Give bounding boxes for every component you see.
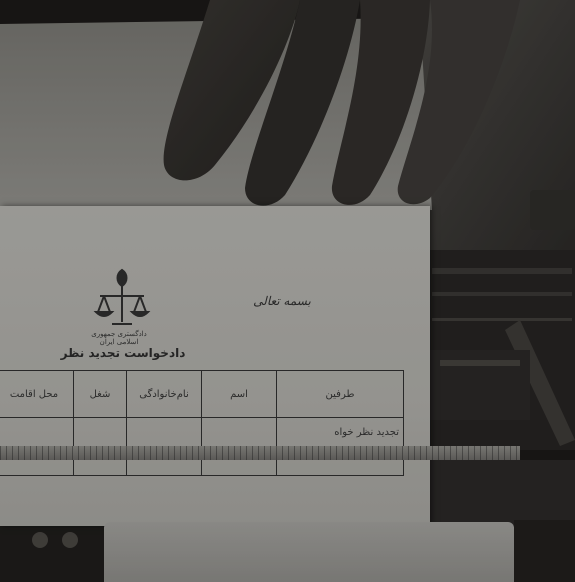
- typewriter-ruler: [0, 446, 520, 460]
- table-row: [0, 418, 404, 447]
- parties-table: [0, 370, 404, 476]
- table-cell: تجدید نظر خواه: [277, 418, 404, 447]
- header-parties: طرفین: [277, 371, 404, 418]
- scales-of-justice-emblem-icon: [92, 266, 152, 332]
- table-cell: [74, 418, 127, 447]
- appeal-form-sheet: [0, 206, 430, 526]
- table-cell: [127, 418, 202, 447]
- form-title: دادخواست تجدید نظر: [60, 346, 186, 360]
- header-occupation: شغل: [74, 371, 127, 418]
- header-name: اسم: [202, 371, 277, 418]
- table-cell: [0, 418, 74, 447]
- table-cell: [202, 418, 277, 447]
- letterhead-text: بسمه تعالی: [253, 294, 311, 308]
- table-header-row: [0, 371, 404, 418]
- typewriter-platen: [104, 522, 514, 582]
- republic-name: دادگستری جمهوری اسلامی ایران: [91, 330, 147, 346]
- header-residence: محل اقامت: [0, 371, 74, 418]
- header-surname: نام‌خانوادگی: [127, 371, 202, 418]
- ruler-ticks: [0, 446, 520, 460]
